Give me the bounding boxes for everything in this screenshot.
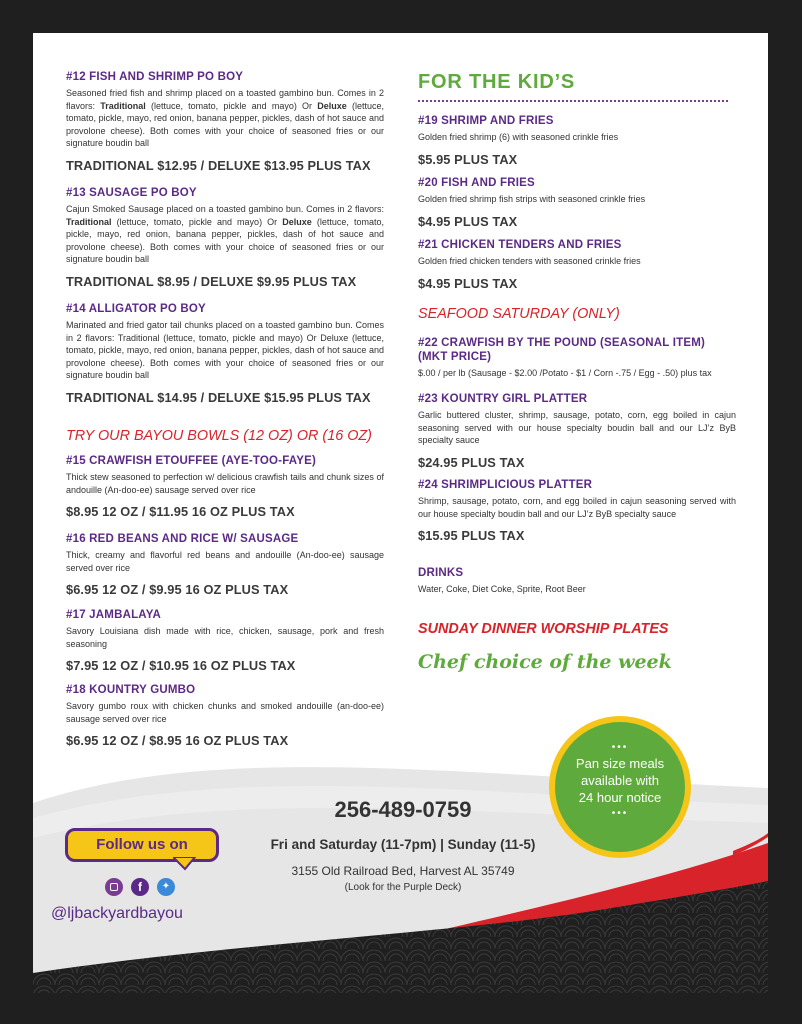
menu-item-23 [418,393,736,470]
dots-icon: ••• [611,742,629,753]
menu-item-24 [418,479,736,543]
menu-item-13 [66,187,384,289]
menu-item-22 [418,337,736,380]
menu-item-21 [418,239,736,291]
chef-choice-text: Chef choice of the week [418,651,672,673]
item-title: #20 FISH AND FRIES [418,177,535,189]
menu-item-15 [66,455,384,519]
item-title: #21 CHICKEN TENDERS AND FRIES [418,239,622,251]
item-description: Savory Louisiana dish made with rice, chicken, sausage, pork and fresh seasoning [66,626,384,649]
twitter-icon[interactable]: ✦ [157,878,175,896]
social-icons [105,876,185,898]
item-description: Thick stew seasoned to perfection w/ delicious crawfish tails and chunk sizes of andouille (An-doo-ee) sausage served over rice [66,472,384,495]
drinks-section [418,567,736,596]
badge-text: 24 hour notice [578,790,662,805]
speech-tail-icon [173,857,197,871]
item-title: #22 CRAWFISH BY THE POUND (SEASONAL ITEM) [418,337,706,349]
item-title: #24 SHRIMPLICIOUS PLATTER [418,479,593,491]
item-description: Golden fried shrimp fish strips with seasoned crinkle fries [418,194,646,204]
drinks-list: Water, Coke, Diet Coke, Sprite, Root Beer [418,584,586,594]
item-title: #23 KOUNTRY GIRL PLATTER [418,393,588,405]
item-description: Shrimp, sausage, potato, corn, and egg boiled in cajun seasoning served with our house specialty boudin ball and our LJ’z ByB specialty sauce [418,496,736,519]
sunday-dinner-heading: SUNDAY DINNER WORSHIP PLATES [418,621,669,637]
dotted-divider [418,100,728,102]
menu-item-17 [66,609,384,673]
menu-item-16 [66,533,384,597]
instagram-icon[interactable] [105,878,123,896]
item-price: TRADITIONAL $14.95 / DELUXE $15.95 PLUS TAX [66,389,371,405]
location-note: (Look for the Purple Deck) [344,882,462,893]
badge-inner [555,722,685,852]
social-handle[interactable]: @ljbackyardbayou [51,905,183,922]
badge-text: available with [580,773,660,788]
item-price: $8.95 12 OZ / $11.95 16 OZ PLUS TAX [66,504,295,520]
badge-text: Pan size meals [575,756,665,771]
item-description: Garlic buttered cluster, shrimp, sausage, potato, corn, egg boiled in cajun seasoning served with our house specialty boudin ball and our LJ’z ByB specialty sauce [418,410,736,446]
item-price: TRADITIONAL $8.95 / DELUXE $9.95 PLUS TAX [66,273,357,289]
item-title: #13 SAUSAGE PO BOY [66,187,197,199]
item-price: $4.95 PLUS TAX [418,213,518,229]
menu-item-20 [418,177,736,229]
item-description: Thick, creamy and flavorful red beans and andouille (An-doo-ee) sausage served over rice [66,550,384,573]
menu-item-14 [66,303,384,405]
item-description: $.00 / per lb (Sausage - $2.00 /Potato - $1 / Corn -.75 / Egg - .50) plus tax [418,368,712,378]
item-price: $15.95 PLUS TAX [418,528,525,544]
menu-item-19 [418,115,736,167]
phone-number: 256-489-0759 [334,797,472,822]
drinks-title: DRINKS [418,567,464,579]
kids-heading: FOR THE KID’S [418,71,576,93]
item-title: #17 JAMBALAYA [66,609,162,621]
bayou-bowls-heading: TRY OUR BAYOU BOWLS (12 OZ) OR (16 OZ) [66,428,372,444]
item-title: #15 CRAWFISH ETOUFFEE (AYE-TOO-FAYE) [66,455,317,467]
item-price: $6.95 12 OZ / $8.95 16 OZ PLUS TAX [66,733,289,749]
item-title: #16 RED BEANS AND RICE W/ SAUSAGE [66,533,299,545]
item-price: $5.95 PLUS TAX [418,151,518,167]
item-description: Seasoned fried fish and shrimp placed on a toasted gambino bun. Comes in 2 flavors: Traditional (lettuce, tomato, pickle and mayo) Or Deluxe (lettuce, tomato, pickle, mayo, red onion, banana pepper, pickles, dash of hot sauce and provolone cheese). Both comes with your choice of seasoned fries or our signature boudin ball [66,88,385,149]
item-price: $6.95 12 OZ / $9.95 16 OZ PLUS TAX [66,582,289,598]
dots-icon: ••• [611,808,629,819]
item-description: Savory gumbo roux with chicken chunks and smoked andouille (an-doo-ee) sausage served over rice [66,701,384,724]
item-title-market-price: (MKT PRICE) [418,351,492,363]
item-price: $4.95 PLUS TAX [418,275,518,291]
item-title: #14 ALLIGATOR PO BOY [66,303,206,315]
item-description: Golden fried shrimp (6) with seasoned crinkle fries [418,132,619,142]
seafood-saturday-heading: SEAFOOD SATURDAY (ONLY) [418,306,620,322]
item-price: $7.95 12 OZ / $10.95 16 OZ PLUS TAX [66,658,296,674]
address: 3155 Old Railroad Bed, Harvest AL 35749 [291,864,515,878]
item-description: Golden fried chicken tenders with seasoned crinkle fries [418,256,641,266]
follow-us-label: Follow us on [96,836,188,853]
item-description: Marinated and fried gator tail chunks placed on a toasted gambino bun. Comes in 2 flavors: Traditional (lettuce, tomato, pickle and mayo) Or Deluxe (lettuce, tomato, pickle, mayo, red onion, banana pepper, pickles, dash of hot sauce and provolone cheese). Both comes with your choice of seasoned fries or our signature boudin ball [66,320,384,381]
item-price: $24.95 PLUS TAX [418,454,525,470]
menu-page [33,33,768,993]
item-title: #19 SHRIMP AND FRIES [418,115,554,127]
item-title: #12 FISH AND SHRIMP PO BOY [66,71,244,83]
kids-section-header [418,71,736,102]
item-price: TRADITIONAL $12.95 / DELUXE $13.95 PLUS TAX [66,157,371,173]
item-description: Cajun Smoked Sausage placed on a toasted gambino bun. Comes in 2 flavors: Traditional (lettuce, tomato, pickle and mayo) Or Deluxe (lettuce, tomato, pickle, mayo, red onion, banana pepper, pickles, dash of hot sauce and provolone cheese). Both comes with your choice of seasoned fries or our signature boudin ball [66,204,385,265]
facebook-icon[interactable]: f [131,878,149,896]
hours: Fri and Saturday (11-7pm) | Sunday (11-5) [270,837,536,852]
menu-item-12 [66,71,384,173]
item-title: #18 KOUNTRY GUMBO [66,684,196,696]
